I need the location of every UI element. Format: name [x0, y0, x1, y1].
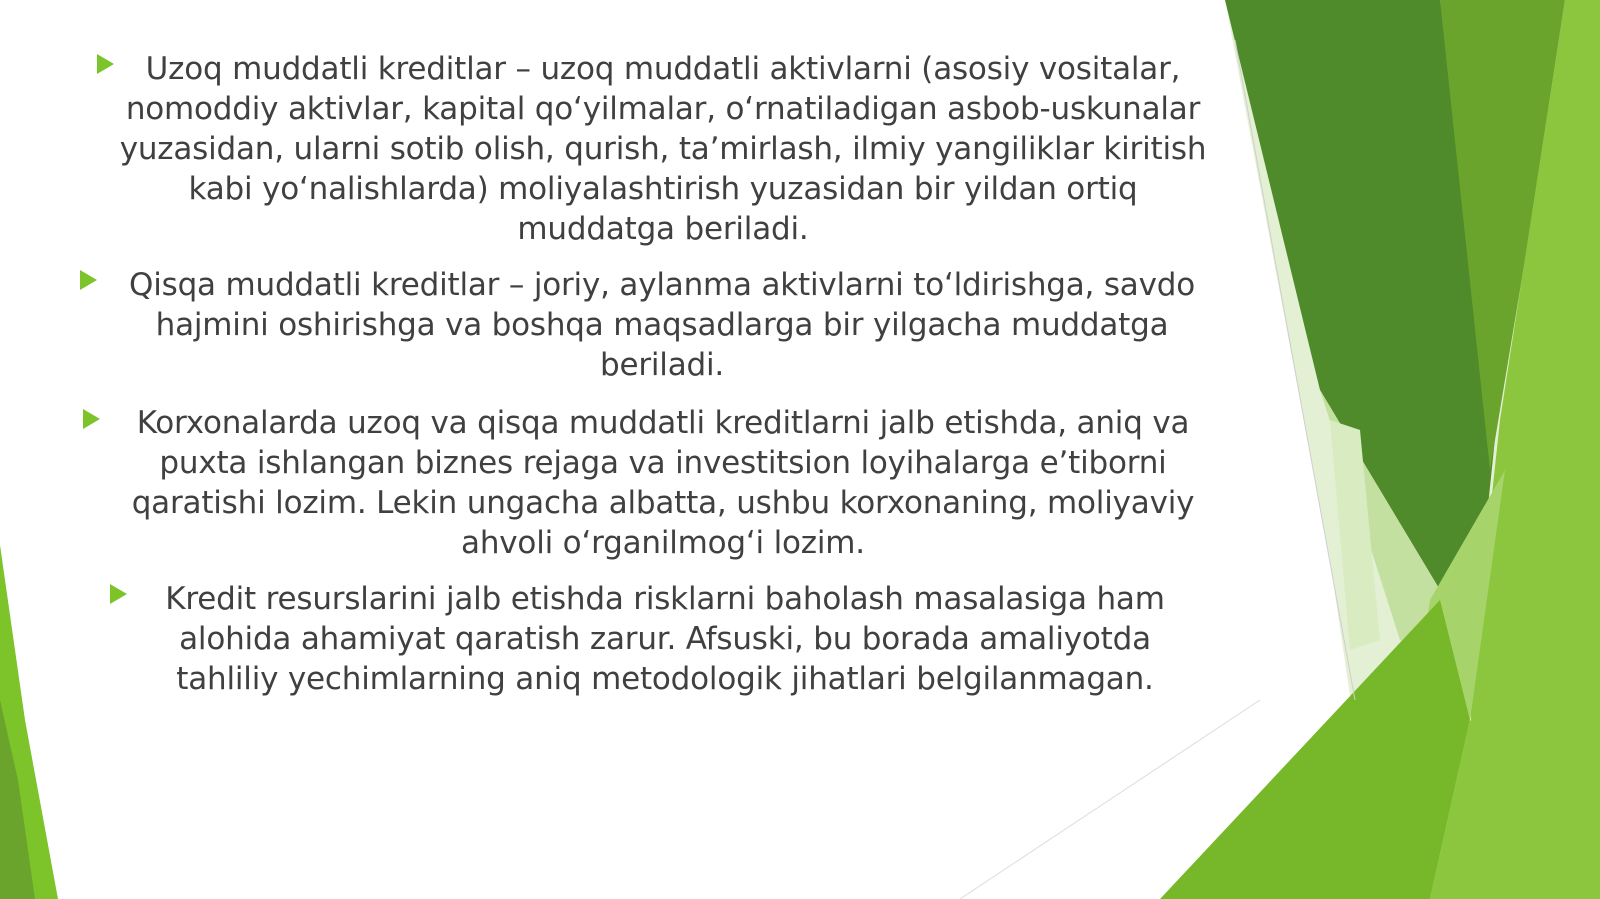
- bullet-item-4: Kredit resurslarini jalb etishda risklarni baholash masalasiga ham alohida ahamiyat qaratish zarur. Afsuski, bu borada amaliyotda tahliliy yechimlarning aniq metodologik jihatlari belgilanmagan.: [165, 581, 1165, 697]
- bullet-arrow-icon: [97, 54, 114, 74]
- bullet-arrow-icon: [83, 409, 100, 429]
- bullet-item-2: Qisqa muddatli kreditlar – joriy, aylanma aktivlarni to‘ldirishga, savdo hajmini oshirishga va boshqa maqsadlarga bir yilgacha muddatga beriladi.: [129, 267, 1195, 383]
- bullet-arrow-icon: [80, 270, 97, 290]
- bullet-item-1: Uzoq muddatli kreditlar – uzoq muddatli aktivlarni (asosiy vositalar, nomoddiy aktivlar, kapital qo‘yilmalar, o‘rnatiladigan asbob-uskunalar yuzasidan, ularni sotib olish, qurish, ta’mirlash, ilmiy yangiliklar kiritish kabi yo‘nalishlarda) moliyalashtirish yuzasidan bir yildan ortiq muddatga beriladi.: [119, 51, 1207, 247]
- bullet-arrow-icon: [110, 584, 127, 604]
- bullet-item-3: Korxonalarda uzoq va qisqa muddatli kreditlarni jalb etishda, aniq va puxta ishlangan biznes rejaga va investitsion loyihalarga e’tiborni qaratishi lozim. Lekin ungacha albatta, ushbu korxonaning, moliyaviy ahvoli o‘rganilmog‘i lozim.: [131, 405, 1195, 561]
